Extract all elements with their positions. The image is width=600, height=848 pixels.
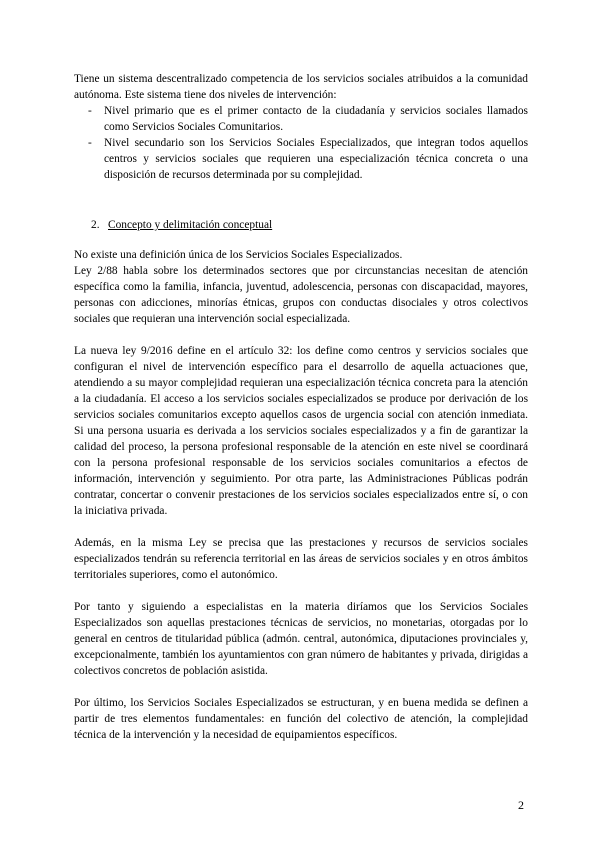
levels-list: [74, 103, 528, 183]
list-item-text: Nivel primario que es el primer contacto de la ciudadanía y servicios sociales llamados como Servicios Sociales Comunitarios.: [104, 105, 528, 133]
section-number: 2.: [91, 219, 100, 231]
section-heading: [74, 217, 528, 233]
bullet-dash: -: [88, 137, 92, 149]
list-item-text: Nivel secundario son los Servicios Sociales Especializados, que integran todos aquellos centros y servicios sociales que requieren una especialización técnica concreta o una disposición de recursos determinada por su complejidad.: [104, 137, 528, 181]
page-number: 2: [518, 798, 524, 812]
paragraph: La nueva ley 9/2016 define en el artículo 32: los define como centros y servicios sociales que configuran el nivel de intervención específico para el desarrollo de aquella actuaciones que, atendiendo a su mayor complejidad requieran una especialización técnica concreta para la atención a la ciudadanía. El acceso a los servicios sociales especializados se produce por derivación de los servicios sociales comunitarios excepto aquellos casos de urgencia social con atención inmediata. Si una persona usuaria es derivada a los servicios sociales especializados y a fin de garantizar la calidad del proceso, la persona profesional responsable de la atención en este nivel se coordinará con la persona profesional responsable de los servicios sociales comunitarios a efectos de información, intervención y seguimiento. Por otra parte, las Administraciones Públicas podrán contratar, concertar o convenir prestaciones de los servicios sociales especializados entre sí, o con la iniciativa privada.: [74, 345, 528, 517]
paragraph: Por tanto y siguiendo a especialistas en la materia diríamos que los Servicios Sociales Especializados son aquellas prestaciones técnicas de servicios, no monetarias, otorgadas por lo general en centros de titularidad pública (admón. central, autonómica, diputaciones provinciales y, excepcionalmente, también los ayuntamientos con gran número de habitantes y privada, dirigidas a colectivos concretos de población asistida.: [74, 601, 528, 677]
section-title: Concepto y delimitación conceptual: [108, 219, 273, 231]
paragraph: Ley 2/88 habla sobre los determinados sectores que por circunstancias necesitan de atención específica como la familia, infancia, juventud, adolescencia, personas con discapacidad, mayores, personas con adicciones, minorías étnicas, grupos con conductas disociales y otros colectivos sociales que requieran una intervención social especializada.: [74, 265, 528, 325]
paragraph: Además, en la misma Ley se precisa que las prestaciones y recursos de servicios sociales especializados tendrán su referencia territorial en las áreas de servicios sociales y en otros ámbitos territoriales superiores, como el autonómico.: [74, 537, 528, 581]
paragraph: Por último, los Servicios Sociales Especializados se estructuran, y en buena medida se definen a partir de tres elementos fundamentales: en función del colectivo de atención, la complejidad técnica de la intervención y la necesidad de equipamientos específicos.: [74, 697, 528, 741]
document-page: [74, 71, 528, 743]
list-item: [74, 103, 528, 135]
bullet-dash: -: [88, 105, 92, 117]
list-item: [74, 135, 528, 183]
intro-paragraph: Tiene un sistema descentralizado competencia de los servicios sociales atribuidos a la comunidad autónoma. Este sistema tiene dos niveles de intervención:: [74, 73, 528, 101]
paragraph: No existe una definición única de los Servicios Sociales Especializados.: [74, 249, 403, 261]
